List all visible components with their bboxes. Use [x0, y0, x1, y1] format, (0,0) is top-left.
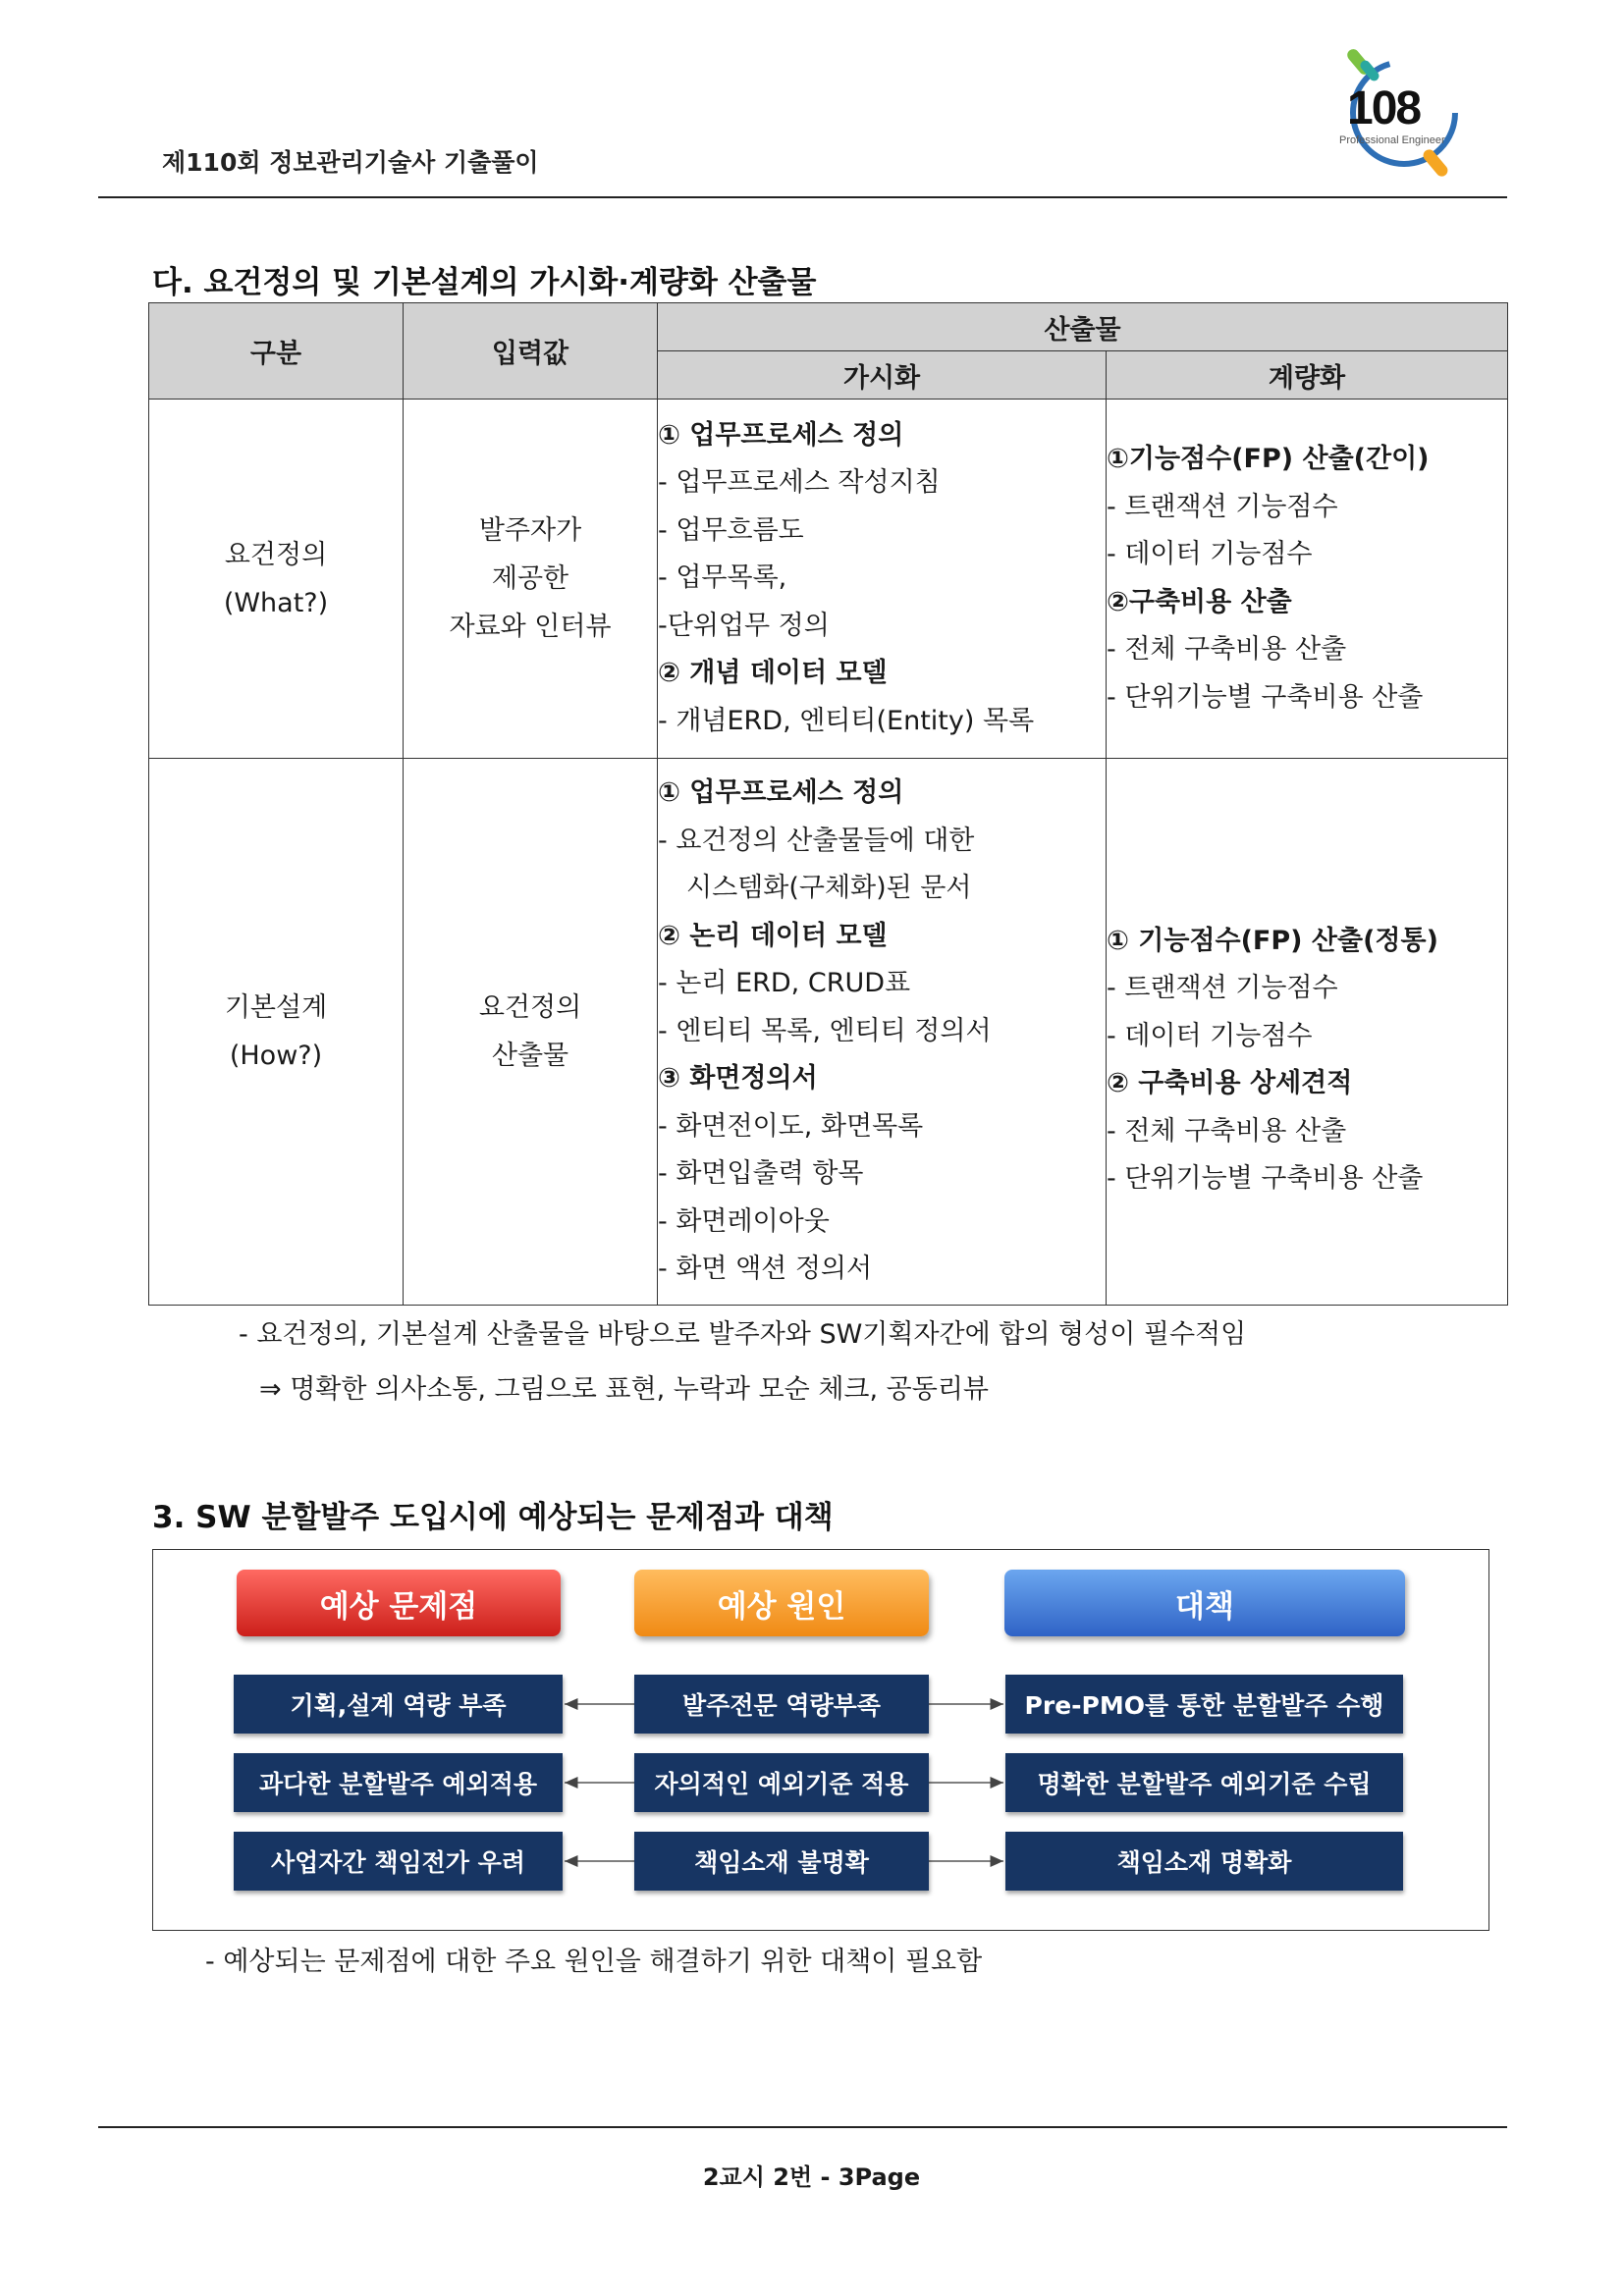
- problem-cause-solution-diagram: [152, 1549, 1489, 1931]
- header-visual: 가시화: [658, 351, 1107, 400]
- cause-box: 책임소재 불명확: [634, 1832, 929, 1891]
- row-quant-list: ①기능점수(FP) 산출(간이) - 트랜잭션 기능점수 - 데이터 기능점수 ②구축비용 산출 - 전체 구축비용 산출 - 단위기능별 구축비용 산출: [1107, 400, 1508, 759]
- solution-box: 책임소재 명확화: [1005, 1832, 1403, 1891]
- header-expected-causes: 예상 원인: [634, 1570, 929, 1636]
- solution-box: 명확한 분할발주 예외기준 수립: [1005, 1753, 1403, 1812]
- header-quant: 계량화: [1107, 351, 1508, 400]
- solution-note: - 예상되는 문제점에 대한 주요 원인을 해결하기 위한 대책이 필요함: [205, 1947, 983, 1977]
- row-visual-list: ① 업무프로세스 정의 - 요건정의 산출물들에 대한 시스템화(구체화)된 문서 ② 논리 데이터 모델 - 논리 ERD, CRUD표 - 엔티티 목록, 엔티티 정의서 ③ 화면정의서 - 화면전이도, 화면목록 - 화면입출력 항목 - 화면레이아웃 - 화면 액션 정의서: [658, 759, 1107, 1306]
- header-category: 구분: [149, 303, 404, 400]
- row-category: 요건정의 (What?): [149, 400, 404, 759]
- row-quant-list: ① 기능점수(FP) 산출(정통) - 트랜잭션 기능점수 - 데이터 기능점수 ② 구축비용 상세견적 - 전체 구축비용 산출 - 단위기능별 구축비용 산출: [1107, 759, 1508, 1306]
- cause-box: 자의적인 예외기준 적용: [634, 1753, 929, 1812]
- deliverables-table: [148, 302, 1508, 1306]
- page-number: 2교시 2번 - 3Page: [702, 2163, 921, 2191]
- problem-box: 사업자간 책임전가 우려: [234, 1832, 563, 1891]
- solution-box: Pre-PMO를 통한 분할발주 수행: [1005, 1675, 1403, 1734]
- document-header-title: 제110회 정보관리기술사 기출풀이: [162, 148, 539, 177]
- problem-box: 과다한 분할발주 예외적용: [234, 1753, 563, 1812]
- footer-divider: [98, 2126, 1507, 2128]
- problem-box: 기획,설계 역량 부족: [234, 1675, 563, 1734]
- header-divider: [98, 196, 1507, 198]
- table-row: [149, 759, 1508, 1306]
- table-row: [149, 400, 1508, 759]
- header-solutions: 대책: [1004, 1570, 1405, 1636]
- consensus-note: - 요건정의, 기본설계 산출물을 바탕으로 발주자와 SW기획자간에 합의 형성이 필수적임: [239, 1319, 1247, 1350]
- header-expected-problems: 예상 문제점: [237, 1570, 561, 1636]
- section-title-split-ordering: 3. SW 분할발주 도입시에 예상되는 문제점과 대책: [152, 1500, 834, 1535]
- section-title-requirements: 다. 요건정의 및 기본설계의 가시화·계량화 산출물: [152, 265, 817, 300]
- consensus-note-detail: ⇒ 명확한 의사소통, 그림으로 표현, 누락과 모순 체크, 공동리뷰: [259, 1374, 989, 1405]
- header-output: 산출물: [658, 303, 1508, 351]
- cause-box: 발주전문 역량부족: [634, 1675, 929, 1734]
- row-input: 요건정의 산출물: [404, 759, 658, 1306]
- logo-number: 108: [1347, 82, 1421, 134]
- row-input: 발주자가 제공한 자료와 인터뷰: [404, 400, 658, 759]
- row-category: 기본설계 (How?): [149, 759, 404, 1306]
- logo-subtitle: Professional Engineer: [1339, 134, 1445, 146]
- row-visual-list: ① 업무프로세스 정의 - 업무프로세스 작성지침 - 업무흐름도 - 업무목록, -단위업무 정의 ② 개념 데이터 모델 - 개념ERD, 엔티티(Entity) 목록: [658, 400, 1107, 759]
- header-input: 입력값: [404, 303, 658, 400]
